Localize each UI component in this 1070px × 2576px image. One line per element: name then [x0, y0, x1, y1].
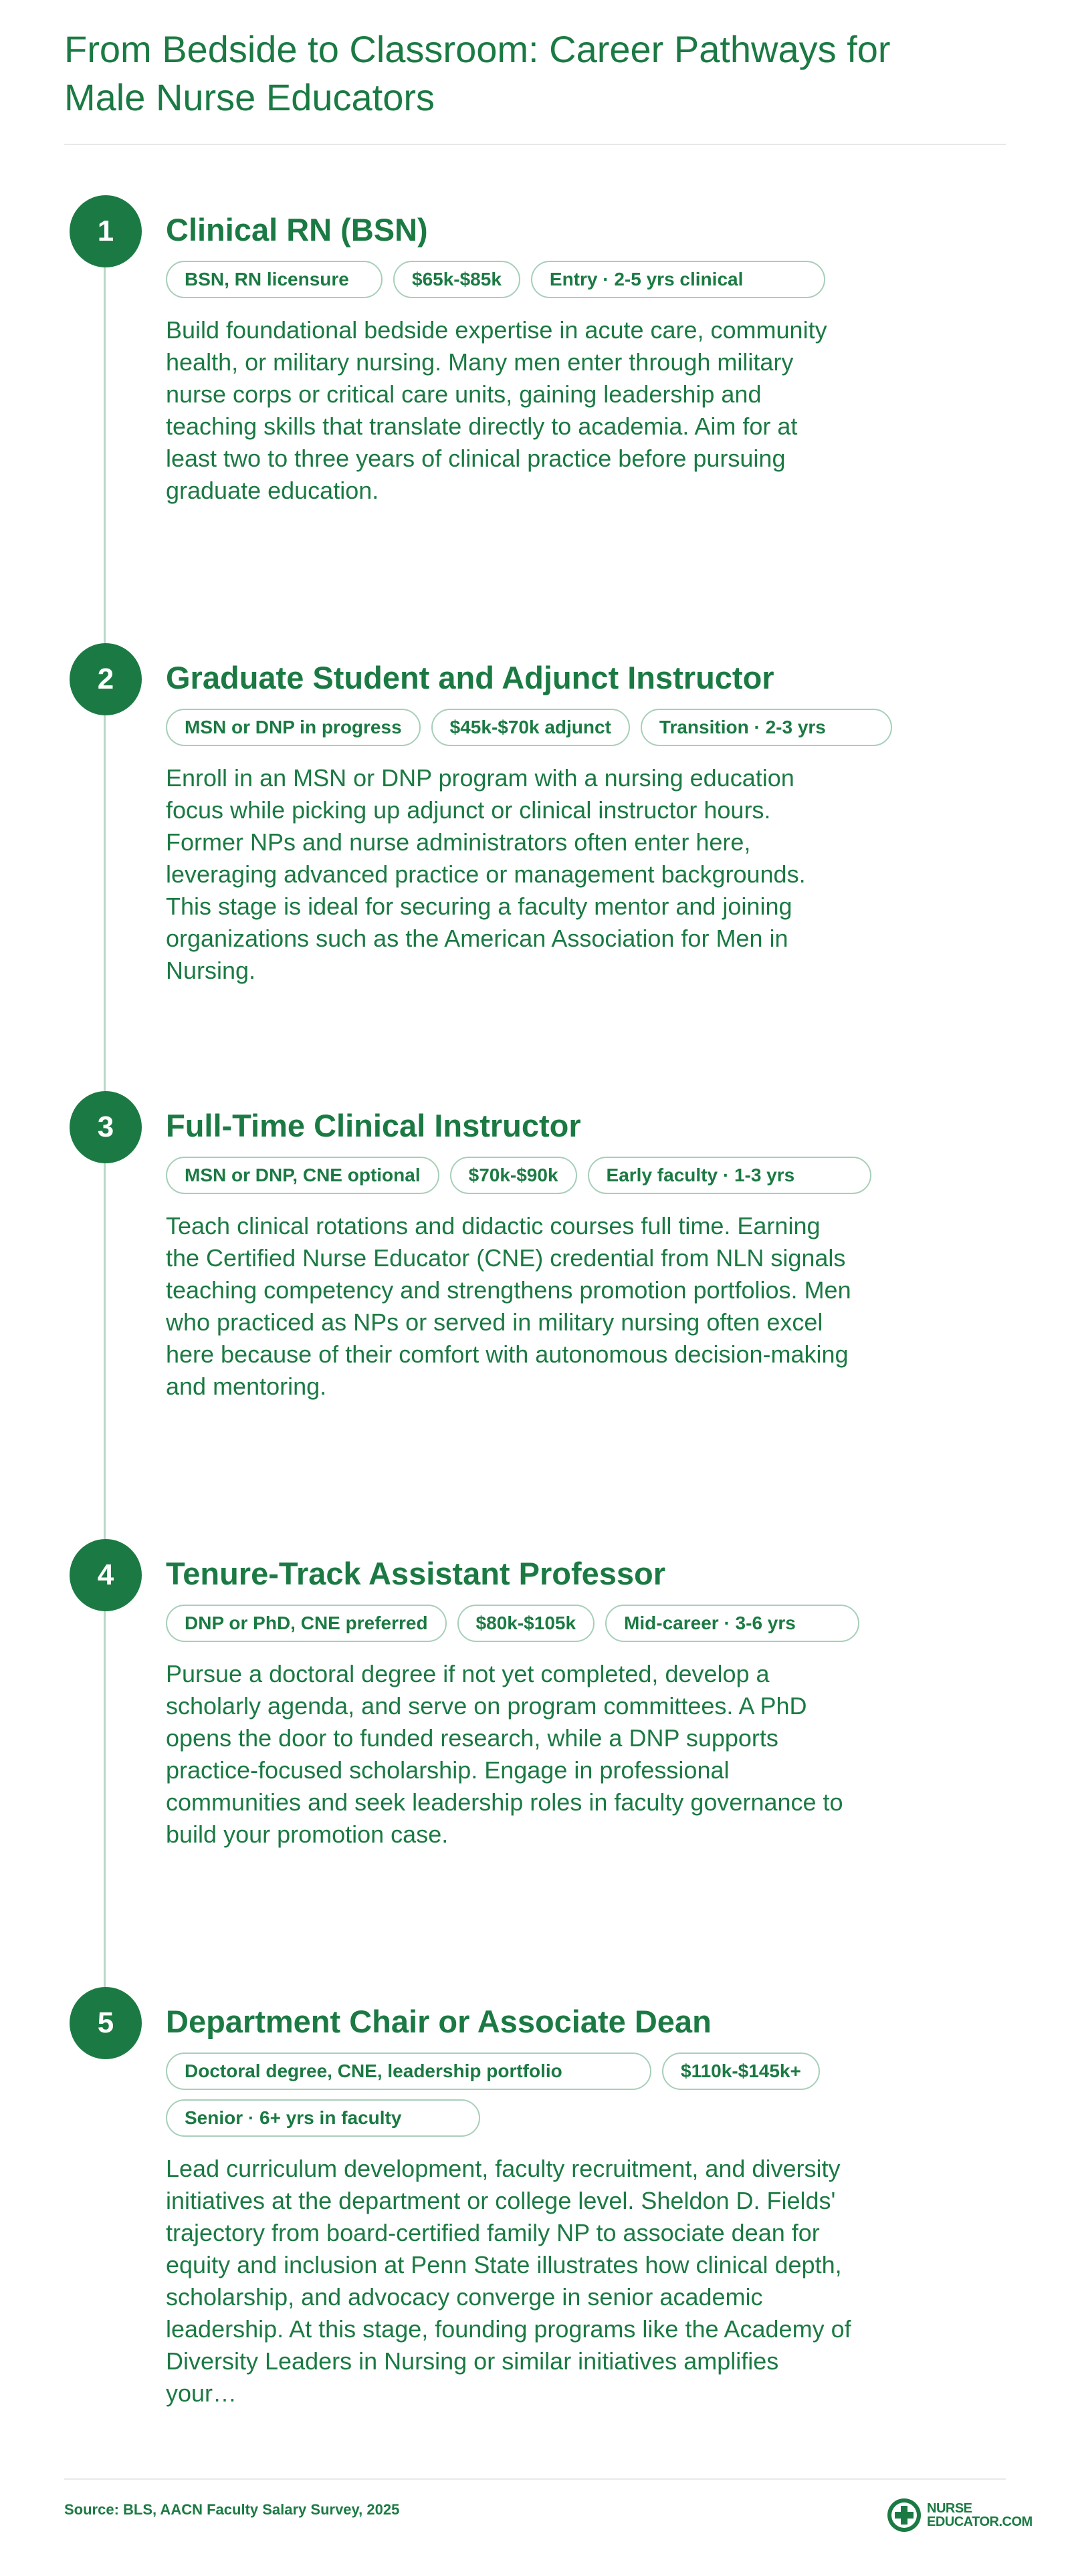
- step-description: Build foundational bedside expertise in acute care, community health, or military nursing. Many men enter through military nurse corps or critical care units, gaining leadership and teaching skills that translate directly to academia. Aim for at least two to three years of clinical practice before pursuing graduate education.: [166, 316, 827, 504]
- step-content: [166, 1987, 995, 2410]
- stage-tag: Transition · 2-3 yrs: [641, 709, 892, 746]
- credential-tag: BSN, RN licensure: [166, 261, 383, 298]
- step-number-badge: 3: [70, 1091, 142, 1163]
- step-content: [166, 195, 995, 507]
- stage-tag: Mid-career · 3-6 yrs: [605, 1605, 859, 1642]
- medical-cross-icon: [887, 2498, 922, 2533]
- stage-tag: Senior · 6+ yrs in faculty: [166, 2099, 480, 2137]
- step-tags: [166, 1157, 895, 1194]
- step-number-badge: 1: [70, 195, 142, 267]
- step-description: Lead curriculum development, faculty recruitment, and diversity initiatives at the department or college level. Sheldon D. Fields' trajectory from board-certified family NP to associate dean for equity and inclusion at Penn State illustrates how clinical depth, scholarship, and advocacy converge in senior academic leadership. At this stage, founding programs like the Academy of Diversity Leaders in Nursing or similar initiatives amplifies your…: [166, 2155, 851, 2407]
- step-content: [166, 1091, 995, 1403]
- step-tags: [166, 1605, 895, 1642]
- step-title: Tenure-Track Assistant Professor: [166, 1556, 666, 1591]
- credential-tag: Doctoral degree, CNE, leadership portfolio: [166, 2053, 651, 2090]
- credential-tag: DNP or PhD, CNE preferred: [166, 1605, 447, 1642]
- salary-tag: $65k-$85k: [393, 261, 520, 298]
- salary-tag: $70k-$90k: [450, 1157, 577, 1194]
- step-tags: [166, 709, 895, 746]
- footer-divider: [64, 2478, 1006, 2480]
- step-title: Clinical RN (BSN): [166, 212, 428, 247]
- credential-tag: MSN or DNP, CNE optional: [166, 1157, 439, 1194]
- stage-tag: Early faculty · 1-3 yrs: [588, 1157, 871, 1194]
- stage-tag: Entry · 2-5 yrs clinical: [531, 261, 825, 298]
- page-header: [64, 25, 934, 122]
- step-description: Teach clinical rotations and didactic courses full time. Earning the Certified Nurse Educator (CNE) credential from NLN signals teaching competency and strengthens promotion portfolios. Men who practiced as NPs or served in military nursing often excel here because of their comfort with autonomous decision-making and mentoring.: [166, 1212, 851, 1400]
- step-title: Full-Time Clinical Instructor: [166, 1108, 581, 1143]
- step-number-badge: 4: [70, 1539, 142, 1611]
- header-divider: [64, 144, 1006, 145]
- step-number-badge: 2: [70, 643, 142, 715]
- step-content: [166, 643, 995, 987]
- step-description: Enroll in an MSN or DNP program with a nursing education focus while picking up adjunct or clinical instructor hours. Former NPs and nurse administrators often enter here, leveraging advanced practice or management backgrounds. This stage is ideal for securing a faculty mentor and joining organizations such as the American Association for Men in Nursing.: [166, 764, 806, 984]
- brand-wordmark: [927, 2502, 1033, 2529]
- brand-line-2: EDUCATOR.COM: [927, 2514, 1033, 2529]
- credential-tag: MSN or DNP in progress: [166, 709, 421, 746]
- salary-tag: $80k-$105k: [457, 1605, 595, 1642]
- step-tags: [166, 261, 895, 298]
- step-number-badge: 5: [70, 1987, 142, 2059]
- salary-tag: $110k-$145k+: [662, 2053, 820, 2090]
- step-content: [166, 1539, 995, 1851]
- step-description: Pursue a doctoral degree if not yet completed, develop a scholarly agenda, and serve on program committees. A PhD opens the door to funded research, while a DNP supports practice-focused scholarship. Engage in professional communities and seek leadership roles in faculty governance to build your promotion case.: [166, 1660, 843, 1848]
- source-note: Source: BLS, AACN Faculty Salary Survey, 2025: [64, 2501, 400, 2518]
- step-tags: [166, 2053, 835, 2137]
- brand-logo: [887, 2498, 1033, 2533]
- salary-tag: $45k-$70k adjunct: [431, 709, 630, 746]
- step-title: Department Chair or Associate Dean: [166, 2004, 712, 2039]
- step-title: Graduate Student and Adjunct Instructor: [166, 660, 774, 695]
- brand-line-1: NURSE: [927, 2501, 972, 2516]
- page-title: From Bedside to Classroom: Career Pathways for Male Nurse Educators: [64, 28, 891, 118]
